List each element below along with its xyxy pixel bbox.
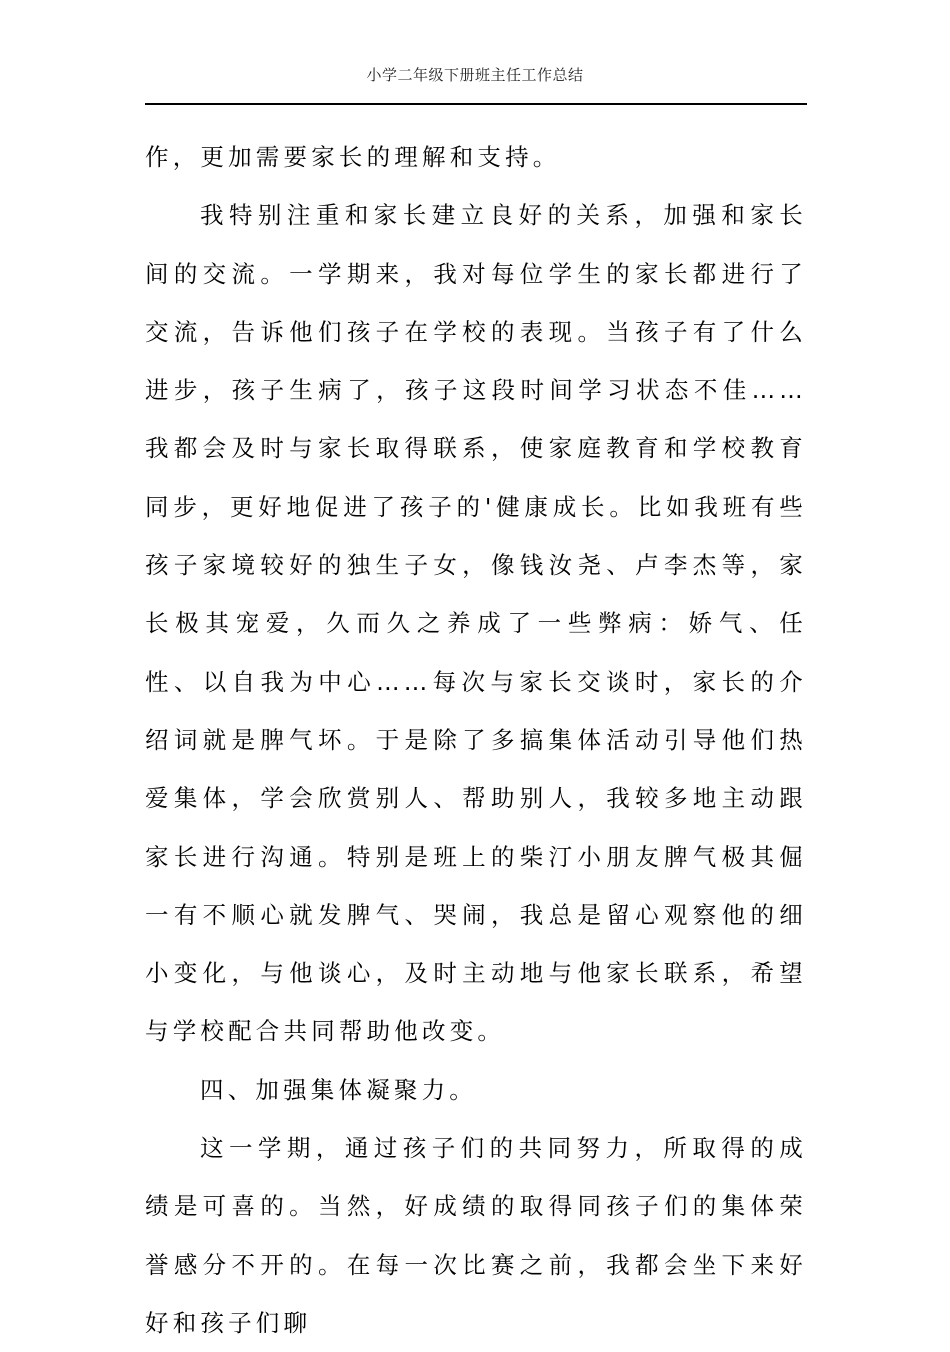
- paragraph: 我特别注重和家长建立良好的关系，加强和家长间的交流。一学期来，我对每位学生的家长都进行了交流，告诉他们孩子在学校的表现。当孩子有了什么进步，孩子生病了，孩子这段时间学习状态不佳……我都会及时与家长取得联系，使家庭教育和学校教育同步，更好地促进了孩子的'健康成长。比如我班有些孩子家境较好的独生子女，像钱汝尧、卢李杰等，家长极其宠爱，久而久之养成了一些弊病：娇气、任性、以自我为中心……每次与家长交谈时，家长的介绍词就是脾气坏。于是除了多搞集体活动引导他们热爱集体，学会欣赏别人、帮助别人，我较多地主动跟家长进行沟通。特别是班上的柴汀小朋友脾气极其倔一有不顺心就发脾气、哭闹，我总是留心观察他的细小变化，与他谈心，及时主动地与他家长联系，希望与学校配合共同帮助他改变。: [145, 201, 807, 1046]
- paragraph: 这一学期，通过孩子们的共同努力，所取得的成绩是可喜的。当然，好成绩的取得同孩子们的集体荣誉感分不开的。在每一次比赛之前，我都会坐下来好好和孩子们聊: [145, 1134, 807, 1337]
- section-heading: 四、加强集体凝聚力。: [200, 1075, 477, 1104]
- page-header-title: 小学二年级下册班主任工作总结: [366, 66, 584, 84]
- document-body: [145, 128, 807, 1352]
- paragraph: 作，更加需要家长的理解和支持。: [145, 143, 561, 171]
- header-divider: [145, 103, 807, 105]
